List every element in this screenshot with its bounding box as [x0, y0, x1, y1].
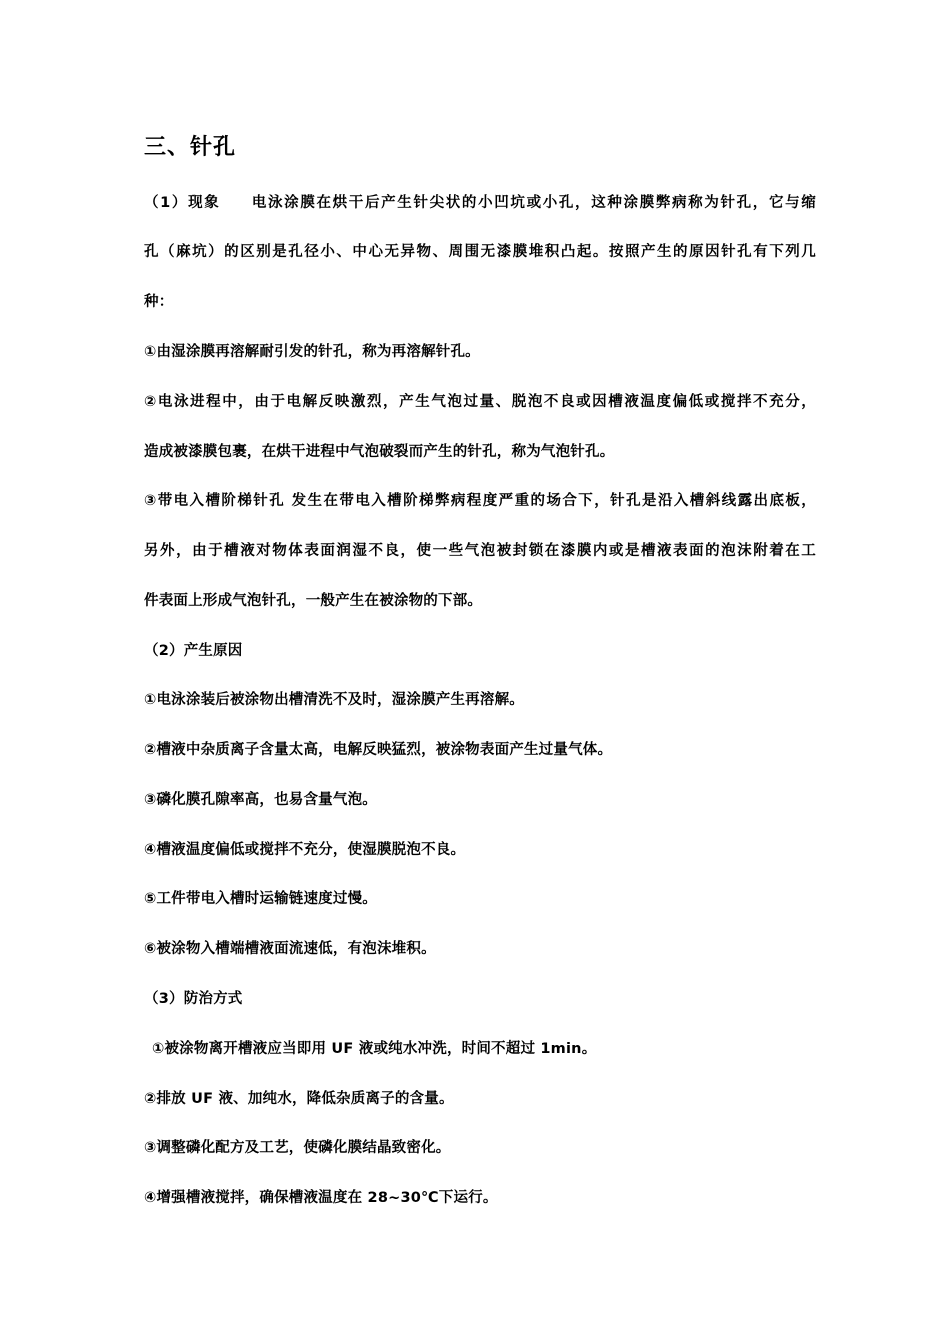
list-item: ①由湿涂膜再溶解耐引发的针孔，称为再溶解针孔。: [144, 344, 480, 360]
list-item: ①被涂物离开槽液应当即用 UF 液或纯水冲洗，时间不超过 1min。: [152, 1041, 597, 1057]
list-item: ②电泳进程中，由于电解反映激烈，产生气泡过量、脱泡不良或因槽液温度偏低或搅拌不充分，: [144, 394, 816, 410]
list-item: ③磷化膜孔隙率高，也易含量气泡。: [144, 792, 377, 808]
list-item-continuation: 造成被漆膜包裹，在烘干进程中气泡破裂而产生的针孔，称为气泡针孔。: [144, 444, 615, 460]
paragraph-line: 孔（麻坑）的区别是孔径小、中心无异物、周围无漆膜堆积凸起。按照产生的原因针孔有下列几: [144, 244, 816, 260]
list-item: ⑥被涂物入槽端槽液面流速低，有泡沫堆积。: [144, 941, 436, 957]
list-item-continuation: 件表面上形成气泡针孔，一般产生在被涂物的下部。: [144, 593, 483, 609]
paragraph-line: 种：: [144, 294, 174, 310]
paragraph-line: [144, 192, 816, 214]
section1-text: 电泳涂膜在烘干后产生针尖状的小凹坑或小孔，这种涂膜弊病称为针孔，它与缩: [250, 195, 816, 211]
list-item: ①电泳涂装后被涂物出槽清洗不及时，湿涂膜产生再溶解。: [144, 692, 524, 708]
section2-label: （2）产生原因: [144, 643, 243, 659]
list-item-continuation: 另外，由于槽液对物体表面润湿不良，使一些气泡被封锁在漆膜内或是槽液表面的泡沫附着在工: [144, 543, 816, 559]
list-item: ②槽液中杂质离子含量太高，电解反映猛烈，被涂物表面产生过量气体。: [144, 742, 613, 758]
list-item: ③带电入槽阶梯针孔 发生在带电入槽阶梯弊病程度严重的场合下，针孔是沿入槽斜线露出底板，: [144, 493, 816, 509]
section-heading: 三、针孔: [144, 135, 237, 160]
list-item: ⑤工件带电入槽时运输链速度过慢。: [144, 891, 377, 907]
list-item: ④增强槽液搅拌，确保槽液温度在 28~30℃下运行。: [144, 1190, 498, 1206]
section1-label: （1）现象: [144, 195, 221, 211]
list-item: ③调整磷化配方及工艺，使磷化膜结晶致密化。: [144, 1140, 451, 1156]
list-item: ②排放 UF 液、加纯水，降低杂质离子的含量。: [144, 1091, 454, 1107]
list-item: ④槽液温度偏低或搅拌不充分，使湿膜脱泡不良。: [144, 842, 466, 858]
section3-label: （3）防治方式: [144, 991, 243, 1007]
